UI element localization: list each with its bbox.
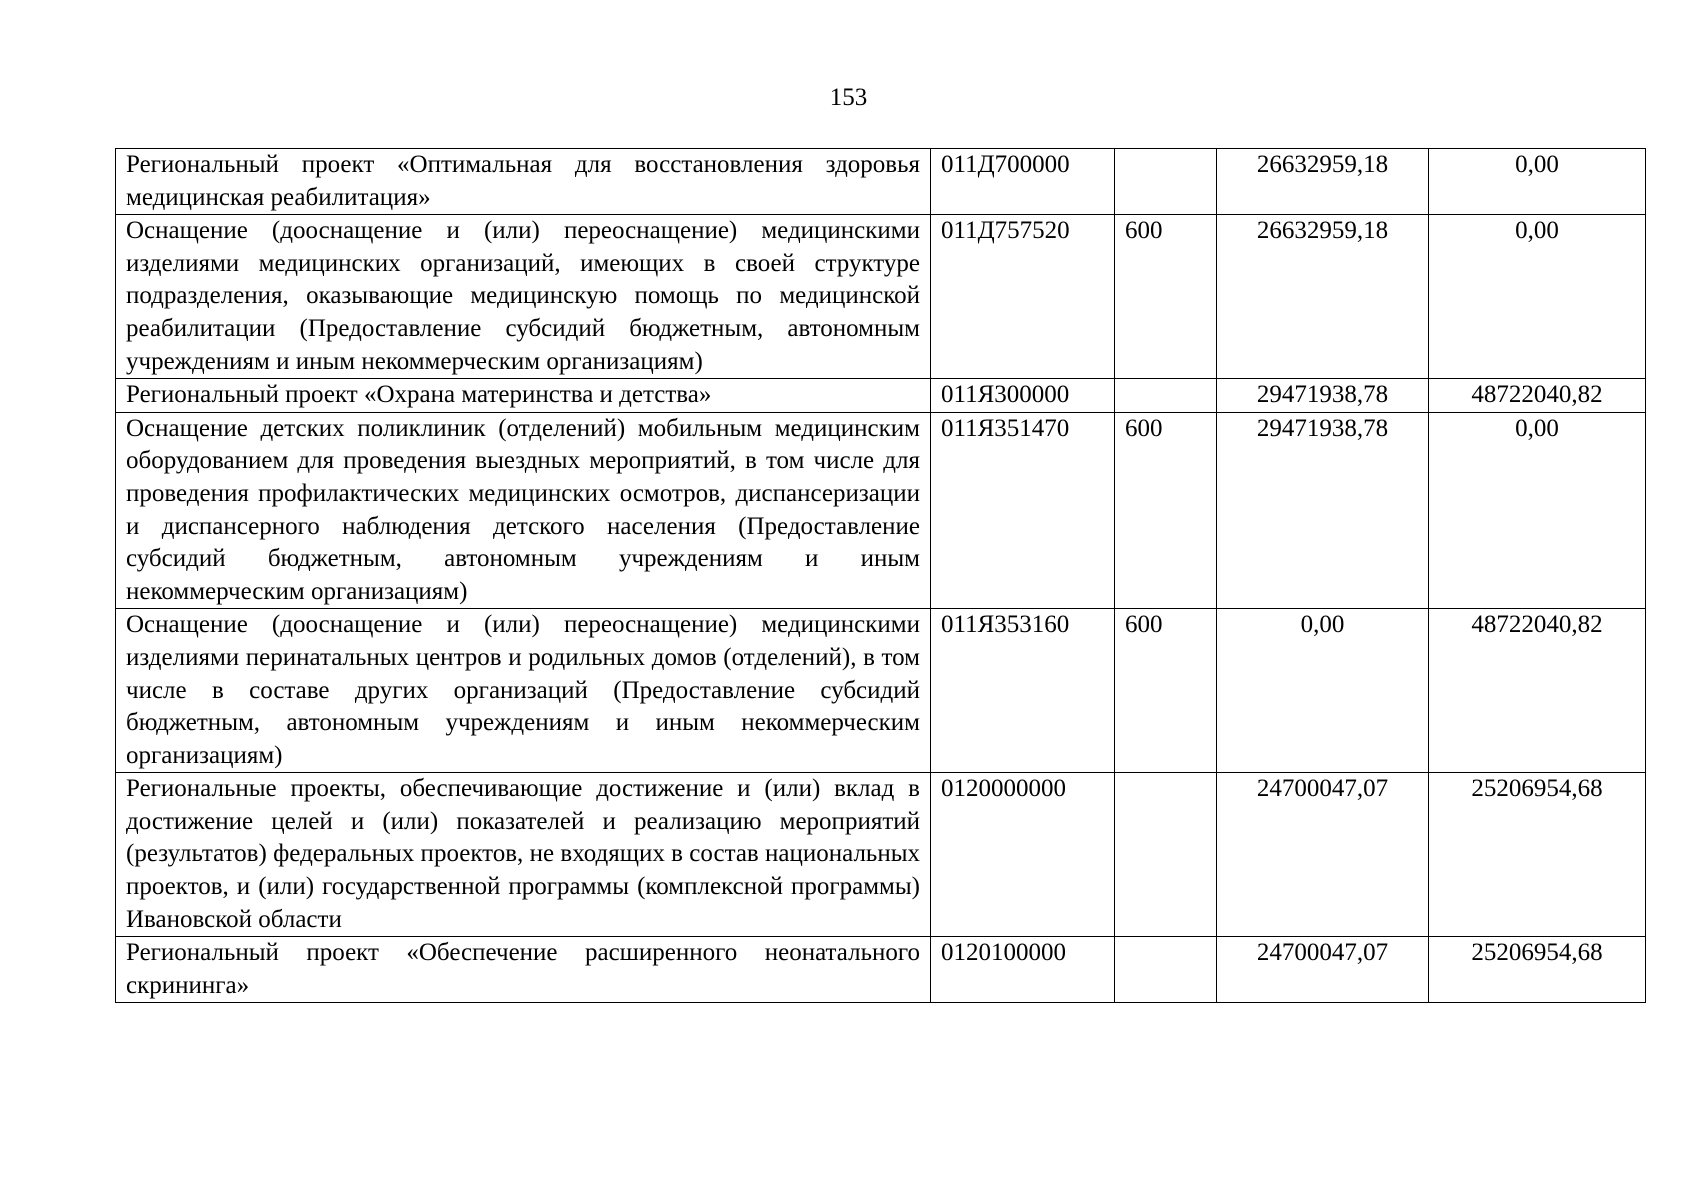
row-expense-type: [1115, 149, 1217, 215]
row-amount-2: 0,00: [1429, 412, 1646, 609]
row-target-code: 011Я353160: [931, 609, 1115, 773]
table-row: [116, 149, 1646, 215]
row-description: Оснащение (дооснащение и (или) переоснащение) медицинскими изделиями перинатальных центров и родильных домов (отделений), в том числе в составе других организаций (Предоставление субсидий бюджетным, автономным учреждениям и иным некоммерческим организациям): [116, 609, 931, 773]
row-expense-type: [1115, 773, 1217, 937]
row-amount-2: 0,00: [1429, 149, 1646, 215]
row-description: Региональный проект «Обеспечение расширенного неонатального скрининга»: [116, 937, 931, 1003]
row-expense-type: [1115, 937, 1217, 1003]
row-target-code: 0120000000: [931, 773, 1115, 937]
table-row: [116, 609, 1646, 773]
budget-table-body: [116, 149, 1646, 1003]
row-target-code: 011Д700000: [931, 149, 1115, 215]
row-expense-type: 600: [1115, 609, 1217, 773]
row-amount-2: 0,00: [1429, 215, 1646, 379]
table-row: [116, 773, 1646, 937]
row-amount-2: 25206954,68: [1429, 773, 1646, 937]
row-expense-type: 600: [1115, 215, 1217, 379]
row-amount-1: 29471938,78: [1217, 412, 1429, 609]
row-amount-2: 48722040,82: [1429, 609, 1646, 773]
row-amount-2: 25206954,68: [1429, 937, 1646, 1003]
row-amount-1: 26632959,18: [1217, 149, 1429, 215]
table-row: [116, 412, 1646, 609]
table-row: [116, 937, 1646, 1003]
row-amount-2: 48722040,82: [1429, 379, 1646, 413]
row-target-code: 011Я351470: [931, 412, 1115, 609]
row-amount-1: 26632959,18: [1217, 215, 1429, 379]
page-number: 153: [829, 84, 868, 111]
row-description: Региональные проекты, обеспечивающие достижение и (или) вклад в достижение целей и (или) показателей и реализацию мероприятий (результатов) федеральных проектов, не входящих в состав национальных проектов, и (или) государственной программы (комплексной программы) Ивановской области: [116, 773, 931, 937]
row-description: Региональный проект «Оптимальная для восстановления здоровья медицинская реабилитация»: [116, 149, 931, 215]
row-target-code: 011Я300000: [931, 379, 1115, 413]
row-description: Оснащение детских поликлиник (отделений) мобильным медицинским оборудованием для проведения выездных мероприятий, в том числе для проведения профилактических медицинских осмотров, диспансеризации и диспансерного наблюдения детского населения (Предоставление субсидий бюджетным, автономным учреждениям и иным некоммерческим организациям): [116, 412, 931, 609]
table-row: [116, 379, 1646, 413]
row-expense-type: [1115, 379, 1217, 413]
row-amount-1: 24700047,07: [1217, 773, 1429, 937]
row-description: Оснащение (дооснащение и (или) переоснащение) медицинскими изделиями медицинских организаций, имеющих в своей структуре подразделения, оказывающие медицинскую помощь по медицинской реабилитации (Предоставление субсидий бюджетным, автономным учреждениям и иным некоммерческим организациям): [116, 215, 931, 379]
row-target-code: 011Д757520: [931, 215, 1115, 379]
row-amount-1: 29471938,78: [1217, 379, 1429, 413]
row-amount-1: 0,00: [1217, 609, 1429, 773]
row-expense-type: 600: [1115, 412, 1217, 609]
row-amount-1: 24700047,07: [1217, 937, 1429, 1003]
table-row: [116, 215, 1646, 379]
budget-table: [115, 148, 1646, 1003]
row-target-code: 0120100000: [931, 937, 1115, 1003]
row-description: Региональный проект «Охрана материнства и детства»: [116, 379, 931, 413]
